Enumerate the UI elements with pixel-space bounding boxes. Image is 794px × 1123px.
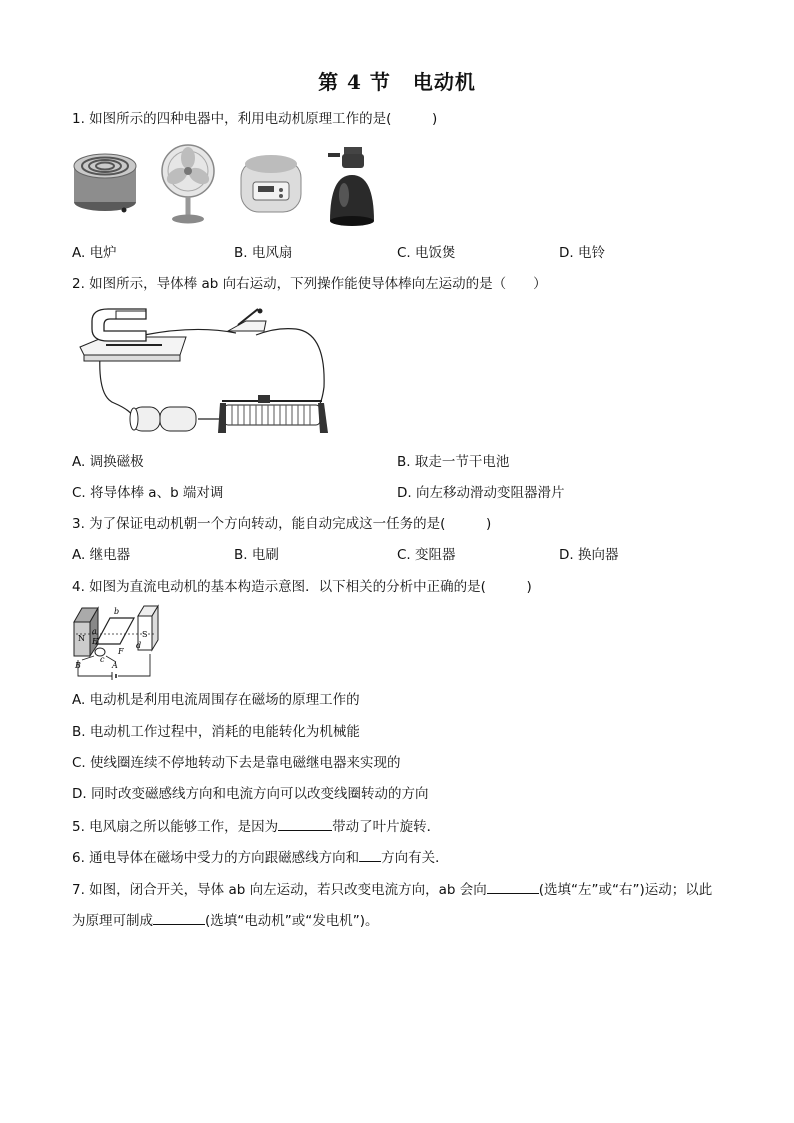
q4-option-c: C. 使线圈连续不停地转动下去是靠电磁继电器来实现的	[72, 755, 401, 771]
q3-option-c: C. 变阻器	[397, 547, 456, 563]
label-A: A	[112, 661, 118, 670]
question-3-stem: 3. 为了保证电动机朝一个方向转动，能自动完成这一任务的是( )	[72, 516, 492, 532]
s-pole-label: S	[142, 630, 148, 639]
q6-answer-blank[interactable]	[359, 847, 381, 862]
q3-option-b: B. 电刷	[234, 547, 279, 563]
question-5: 5. 电风扇之所以能够工作，是因为 带动了叶片旋转．	[72, 816, 440, 837]
question-7-line-2: 为原理可制成 (选填“电动机”或“发电机”)。	[72, 910, 379, 931]
q1-option-d: D. 电铃	[559, 245, 605, 261]
q1-option-b: B. 电风扇	[234, 245, 293, 261]
q7-answer-blank-1[interactable]	[487, 879, 539, 894]
label-a: a	[92, 627, 97, 636]
q2-option-b: B. 取走一节干电池	[397, 454, 510, 470]
q3-option-d: D. 换向器	[559, 547, 619, 563]
label-c: c	[100, 655, 105, 664]
electric-stove-image	[72, 146, 138, 216]
electric-fan-image	[158, 143, 218, 225]
q4-option-d: D. 同时改变磁感线方向和电流方向可以改变线圈转动的方向	[72, 786, 429, 802]
q5-answer-blank[interactable]	[278, 816, 332, 831]
q4-option-a: A. 电动机是利用电流周围存在磁场的原理工作的	[72, 692, 360, 708]
label-B: B	[75, 661, 81, 670]
question-4-stem: 4. 如图为直流电动机的基本构造示意图．以下相关的分析中正确的是( )	[72, 579, 532, 595]
dc-motor-diagram	[72, 604, 162, 680]
question-6: 6. 通电导体在磁场中受力的方向跟磁感线方向和 方向有关．	[72, 847, 449, 868]
question-7-line-1: 7. 如图，闭合开关，导体 ab 向左运动，若只改变电流方向，ab 会向 (选填“左”或“右”)运动；以此	[72, 879, 712, 900]
page-title: 第 4 节 电动机	[318, 70, 476, 94]
rice-cooker-image	[238, 150, 304, 216]
n-pole-label: N	[78, 634, 85, 643]
label-d: d	[136, 641, 142, 650]
q7-answer-blank-2[interactable]	[153, 910, 205, 925]
label-f: F	[118, 647, 124, 656]
q1-option-c: C. 电饭煲	[397, 245, 456, 261]
q2-option-d: D. 向左移动滑动变阻器滑片	[397, 485, 565, 501]
circuit-diagram	[76, 307, 336, 437]
q1-option-a: A. 电炉	[72, 245, 117, 261]
q2-option-c: C. 将导体棒 a、b 端对调	[72, 485, 224, 501]
question-1-stem: 1. 如图所示的四种电器中，利用电动机原理工作的是( )	[72, 111, 438, 127]
label-b: b	[114, 607, 120, 616]
electric-bell-image	[322, 145, 382, 227]
label-e: E	[92, 637, 98, 646]
q3-option-a: A. 继电器	[72, 547, 131, 563]
question-2-stem: 2. 如图所示，导体棒 ab 向右运动，下列操作能使导体棒向左运动的是（ ）	[72, 276, 547, 292]
q2-option-a: A. 调换磁极	[72, 454, 144, 470]
q4-option-b: B. 电动机工作过程中，消耗的电能转化为机械能	[72, 724, 360, 740]
